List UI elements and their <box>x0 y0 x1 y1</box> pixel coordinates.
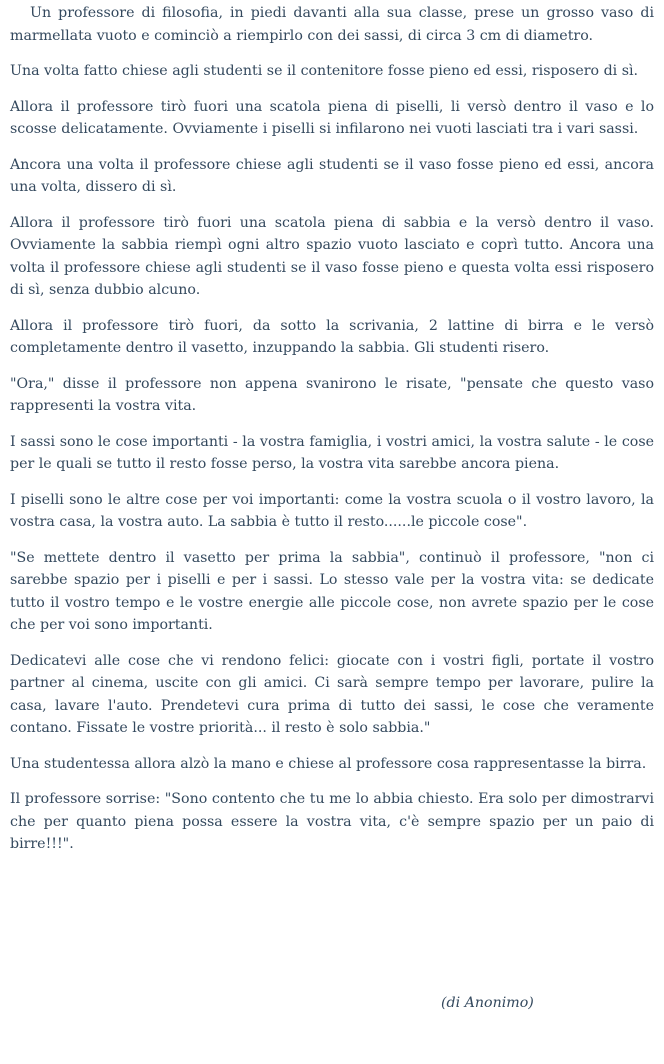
paragraph-3: Allora il professore tirò fuori una scatola piena di piselli, li versò dentro il vaso e lo scosse delicatamente. Ovviamente i piselli si infilarono nei vuoti lasciati tra i vari sassi. <box>10 98 654 137</box>
paragraph-2: Una volta fatto chiese agli studenti se il contenitore fosse pieno ed essi, risposero di sì. <box>10 63 639 79</box>
paragraph-9: I piselli sono le altre cose per voi importanti: come la vostra scuola o il vostro lavoro, la vostra casa, la vostra auto. La sabbia è tutto il resto......le piccole cose". <box>10 491 654 530</box>
paragraph-5: Allora il professore tirò fuori una scatola piena di sabbia e la versò dentro il vaso. Ovviamente la sabbia riempì ogni altro spazio vuoto lasciato e coprì tutto. Ancora una volta il professore chiese agli studenti se il vaso fosse pieno e questa volta essi risposero di sì, senza dubbio alcuno. <box>10 214 654 298</box>
paragraph-7: "Ora," disse il professore non appena svanirono le risate, "pensate che questo vaso rappresenti la vostra vita. <box>10 375 654 414</box>
paragraph-11: Dedicatevi alle cose che vi rendono felici: giocate con i vostri figli, portate il vostro partner al cinema, uscite con gli amici. Ci sarà sempre tempo per lavorare, pulire la casa, lavare l'auto. Prendetevi cura prima di tutto dei sassi, le cose che veramente contano. Fissate le vostre priorità... il resto è solo sabbia." <box>10 652 654 736</box>
paragraph-1: Un professore di filosofia, in piedi davanti alla sua classe, prese un grosso vaso di marmellata vuoto e cominciò a riempirlo con dei sassi, di circa 3 cm di diametro. <box>10 5 654 44</box>
author-credit: (di Anonimo) <box>441 995 534 1011</box>
paragraph-12: Una studentessa allora alzò la mano e chiese al professore cosa rappresentasse la birra. <box>10 755 647 772</box>
paragraph-13: Il professore sorrise: "Sono contento che tu me lo abbia chiesto. Era solo per dimostrarvi che per quanto piena possa essere la vostra vita, c'è sempre spazio per un paio di birre!!!". <box>10 791 654 852</box>
paragraph-4: Ancora una volta il professore chiese agli studenti se il vaso fosse pieno ed essi, ancora una volta, dissero di sì. <box>10 156 654 195</box>
paragraph-10: "Se mettete dentro il vasetto per prima la sabbia", continuò il professore, "non ci sarebbe spazio per i piselli e per i sassi. Lo stesso vale per la vostra vita: se dedicate tutto il vostro tempo e le vostre energie alle piccole cose, non avrete spazio per le cose che per voi sono importanti. <box>10 549 654 633</box>
paragraph-6: Allora il professore tirò fuori, da sotto la scrivania, 2 lattine di birra e le versò completamente dentro il vasetto, inzuppando la sabbia. Gli studenti risero. <box>10 317 654 356</box>
paragraph-8: I sassi sono le cose importanti - la vostra famiglia, i vostri amici, la vostra salute - le cose per le quali se tutto il resto fosse perso, la vostra vita sarebbe ancora piena. <box>10 433 654 472</box>
